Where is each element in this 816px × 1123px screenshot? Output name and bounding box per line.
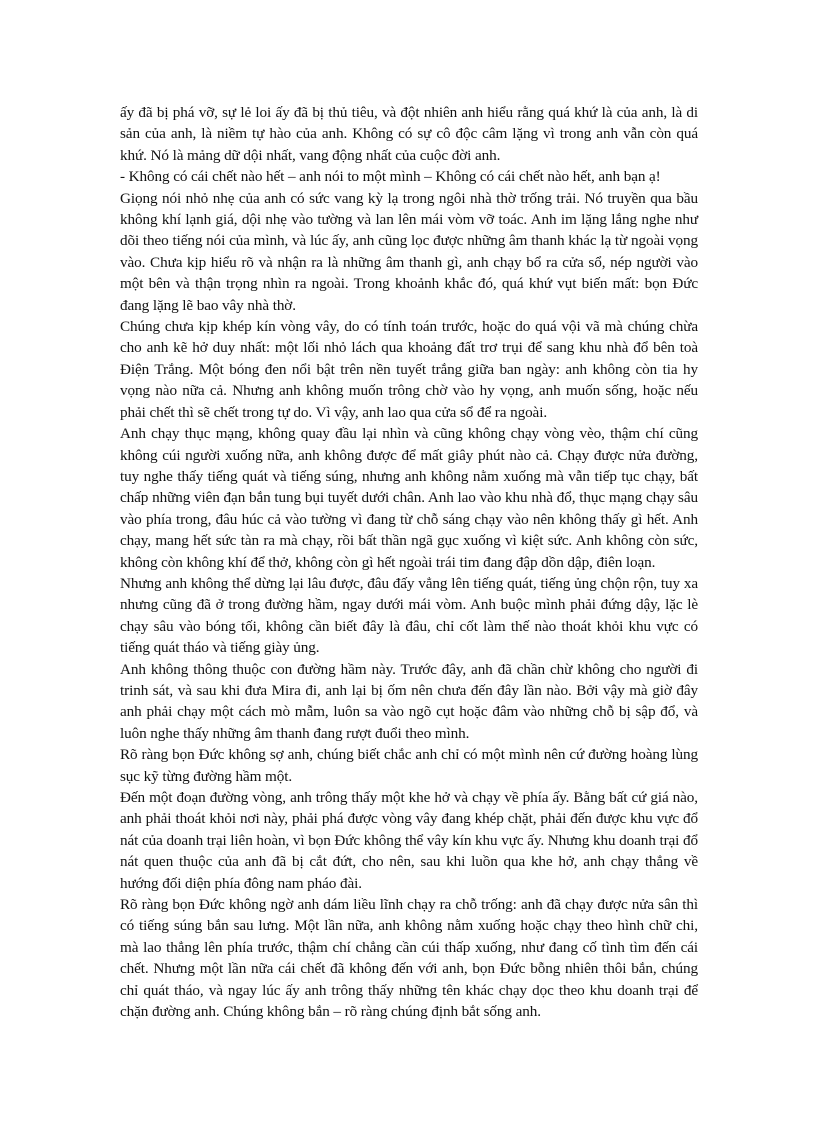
paragraph: Nhưng anh không thể dừng lại lâu được, đâu đấy vẳng lên tiếng quát, tiếng ủng chộn rộn, tuy xa nhưng cũng đã ở trong đường hầm, ngay dưới mái vòm. Anh buộc mình phải đứng dậy, lặc lè chạy sâu vào bóng tối, không cần biết đây là đâu, chỉ cốt làm thế nào thoát khỏi khu vực có tiếng quát tháo và tiếng giày ủng. xyxy=(120,574,698,657)
document-body xyxy=(120,102,698,1022)
paragraph: Đến một đoạn đường vòng, anh trông thấy một khe hở và chạy về phía ấy. Bằng bất cứ giá nào, anh phải thoát khỏi nơi này, phải phá được vòng vây đang khép chặt, phải đến được khu vực đổ nát của doanh trại liên hoàn, vì bọn Đức không thể vây kín khu vực ấy. Nhưng khu doanh trại đổ nát quen thuộc của anh đã bị cắt đứt, cho nên, sau khi luồn qua khe hở, anh chạy thẳng về hướng đối diện phía đông nam pháo đài. xyxy=(120,789,698,892)
paragraph: Anh không thông thuộc con đường hầm này. Trước đây, anh đã chần chừ không cho người đi trinh sát, và sau khi đưa Mira đi, anh lại bị ốm nên chưa đến đây lần nào. Bởi vậy mà giờ đây anh phải chạy một cách mò mẫm, luôn sa vào ngõ cụt hoặc đâm vào những chỗ bị sập đổ, và luôn nghe thấy những âm thanh đang rượt đuổi theo mình. xyxy=(120,660,698,742)
paragraph: - Không có cái chết nào hết – anh nói to một mình – Không có cái chết nào hết, anh bạn ạ! xyxy=(120,168,661,186)
paragraph: Rõ ràng bọn Đức không ngờ anh dám liều lĩnh chạy ra chỗ trống: anh đã chạy được nửa sân thì có tiếng súng bắn sau lưng. Một lần nữa, anh không nằm xuống hoặc chạy theo hình chữ chi, mà lao thẳng lên phía trước, thậm chí chẳng cần cúi thấp xuống, như đang cố tình tìm đến cái chết. Nhưng một lần nữa cái chết đã không đến với anh, bọn Đức bỗng nhiên thôi bắn, chúng chỉ quát tháo, và ngay lúc ấy anh trông thấy những tên khác chạy dọc theo khu doanh trại để chặn đường anh. Chúng không bắn – rõ ràng chúng định bắt sống anh. xyxy=(120,896,698,1021)
paragraph: Giọng nói nhỏ nhẹ của anh có sức vang kỳ lạ trong ngôi nhà thờ trống trải. Nó truyền qua bầu không khí lạnh giá, dội nhẹ vào tường và lan lên mái vòm vỡ toác. Anh im lặng lắng nghe như dõi theo tiếng nói của mình, và lúc ấy, anh cũng lọc được những âm thanh khác lạ từ ngoài vọng vào. Chưa kịp hiểu rõ và nhận ra là những âm thanh gì, anh chạy bổ ra cửa sổ, nép người vào một bên và thận trọng nhìn ra ngoài. Trong khoảnh khắc đó, quá khứ vụt biến mất: bọn Đức đang lặng lẽ bao vây nhà thờ. xyxy=(120,189,698,314)
paragraph: ấy đã bị phá vỡ, sự lẻ loi ấy đã bị thủ tiêu, và đột nhiên anh hiểu rằng quá khứ là của anh, là di sản của anh, là niềm tự hào của anh. Không có sự cô độc câm lặng vì trong anh vẫn còn quá khứ. Nó là mảng dữ dội nhất, vang động nhất của cuộc đời anh. xyxy=(120,104,698,164)
paragraph: Rõ ràng bọn Đức không sợ anh, chúng biết chắc anh chỉ có một mình nên cứ đường hoàng lùng sục kỹ từng đường hầm một. xyxy=(120,746,698,785)
paragraph: Anh chạy thục mạng, không quay đầu lại nhìn và cũng không chạy vòng vèo, thậm chí cũng không cúi người xuống nữa, anh không được để mất giây phút nào cả. Chạy được nửa đường, tuy nghe thấy tiếng quát và tiếng súng, nhưng anh không nằm xuống mà vẫn tiếp tục chạy, bất chấp những viên đạn bắn tung bụi tuyết dưới chân. Anh lao vào khu nhà đổ, thục mạng chạy sâu vào phía trong, đâu húc cả vào tường vì đang từ chỗ sáng chạy vào nên không thấy gì hết. Anh chạy, mang hết sức tàn ra mà chạy, rồi bất thần ngã gục xuống vì kiệt sức. Anh không còn sức, không còn không khí để thở, không còn gì hết ngoài trái tim đang đập dồn dập, điên loạn. xyxy=(120,425,698,571)
paragraph: Chúng chưa kịp khép kín vòng vây, do có tính toán trước, hoặc do quá vội vã mà chúng chừa cho anh kẽ hở duy nhất: một lối nhỏ lách qua khoảng đất trơ trụi để sang khu nhà đổ bên toà Điện Trắng. Một bóng đen nổi bật trên nền tuyết trắng giữa ban ngày: anh không còn tia hy vọng nào nữa cả. Nhưng anh không muốn trông chờ vào hy vọng, anh muốn sống, hoặc nếu phải chết thì sẽ chết trong tự do. Vì vậy, anh lao qua cửa sổ để ra ngoài. xyxy=(120,318,698,421)
